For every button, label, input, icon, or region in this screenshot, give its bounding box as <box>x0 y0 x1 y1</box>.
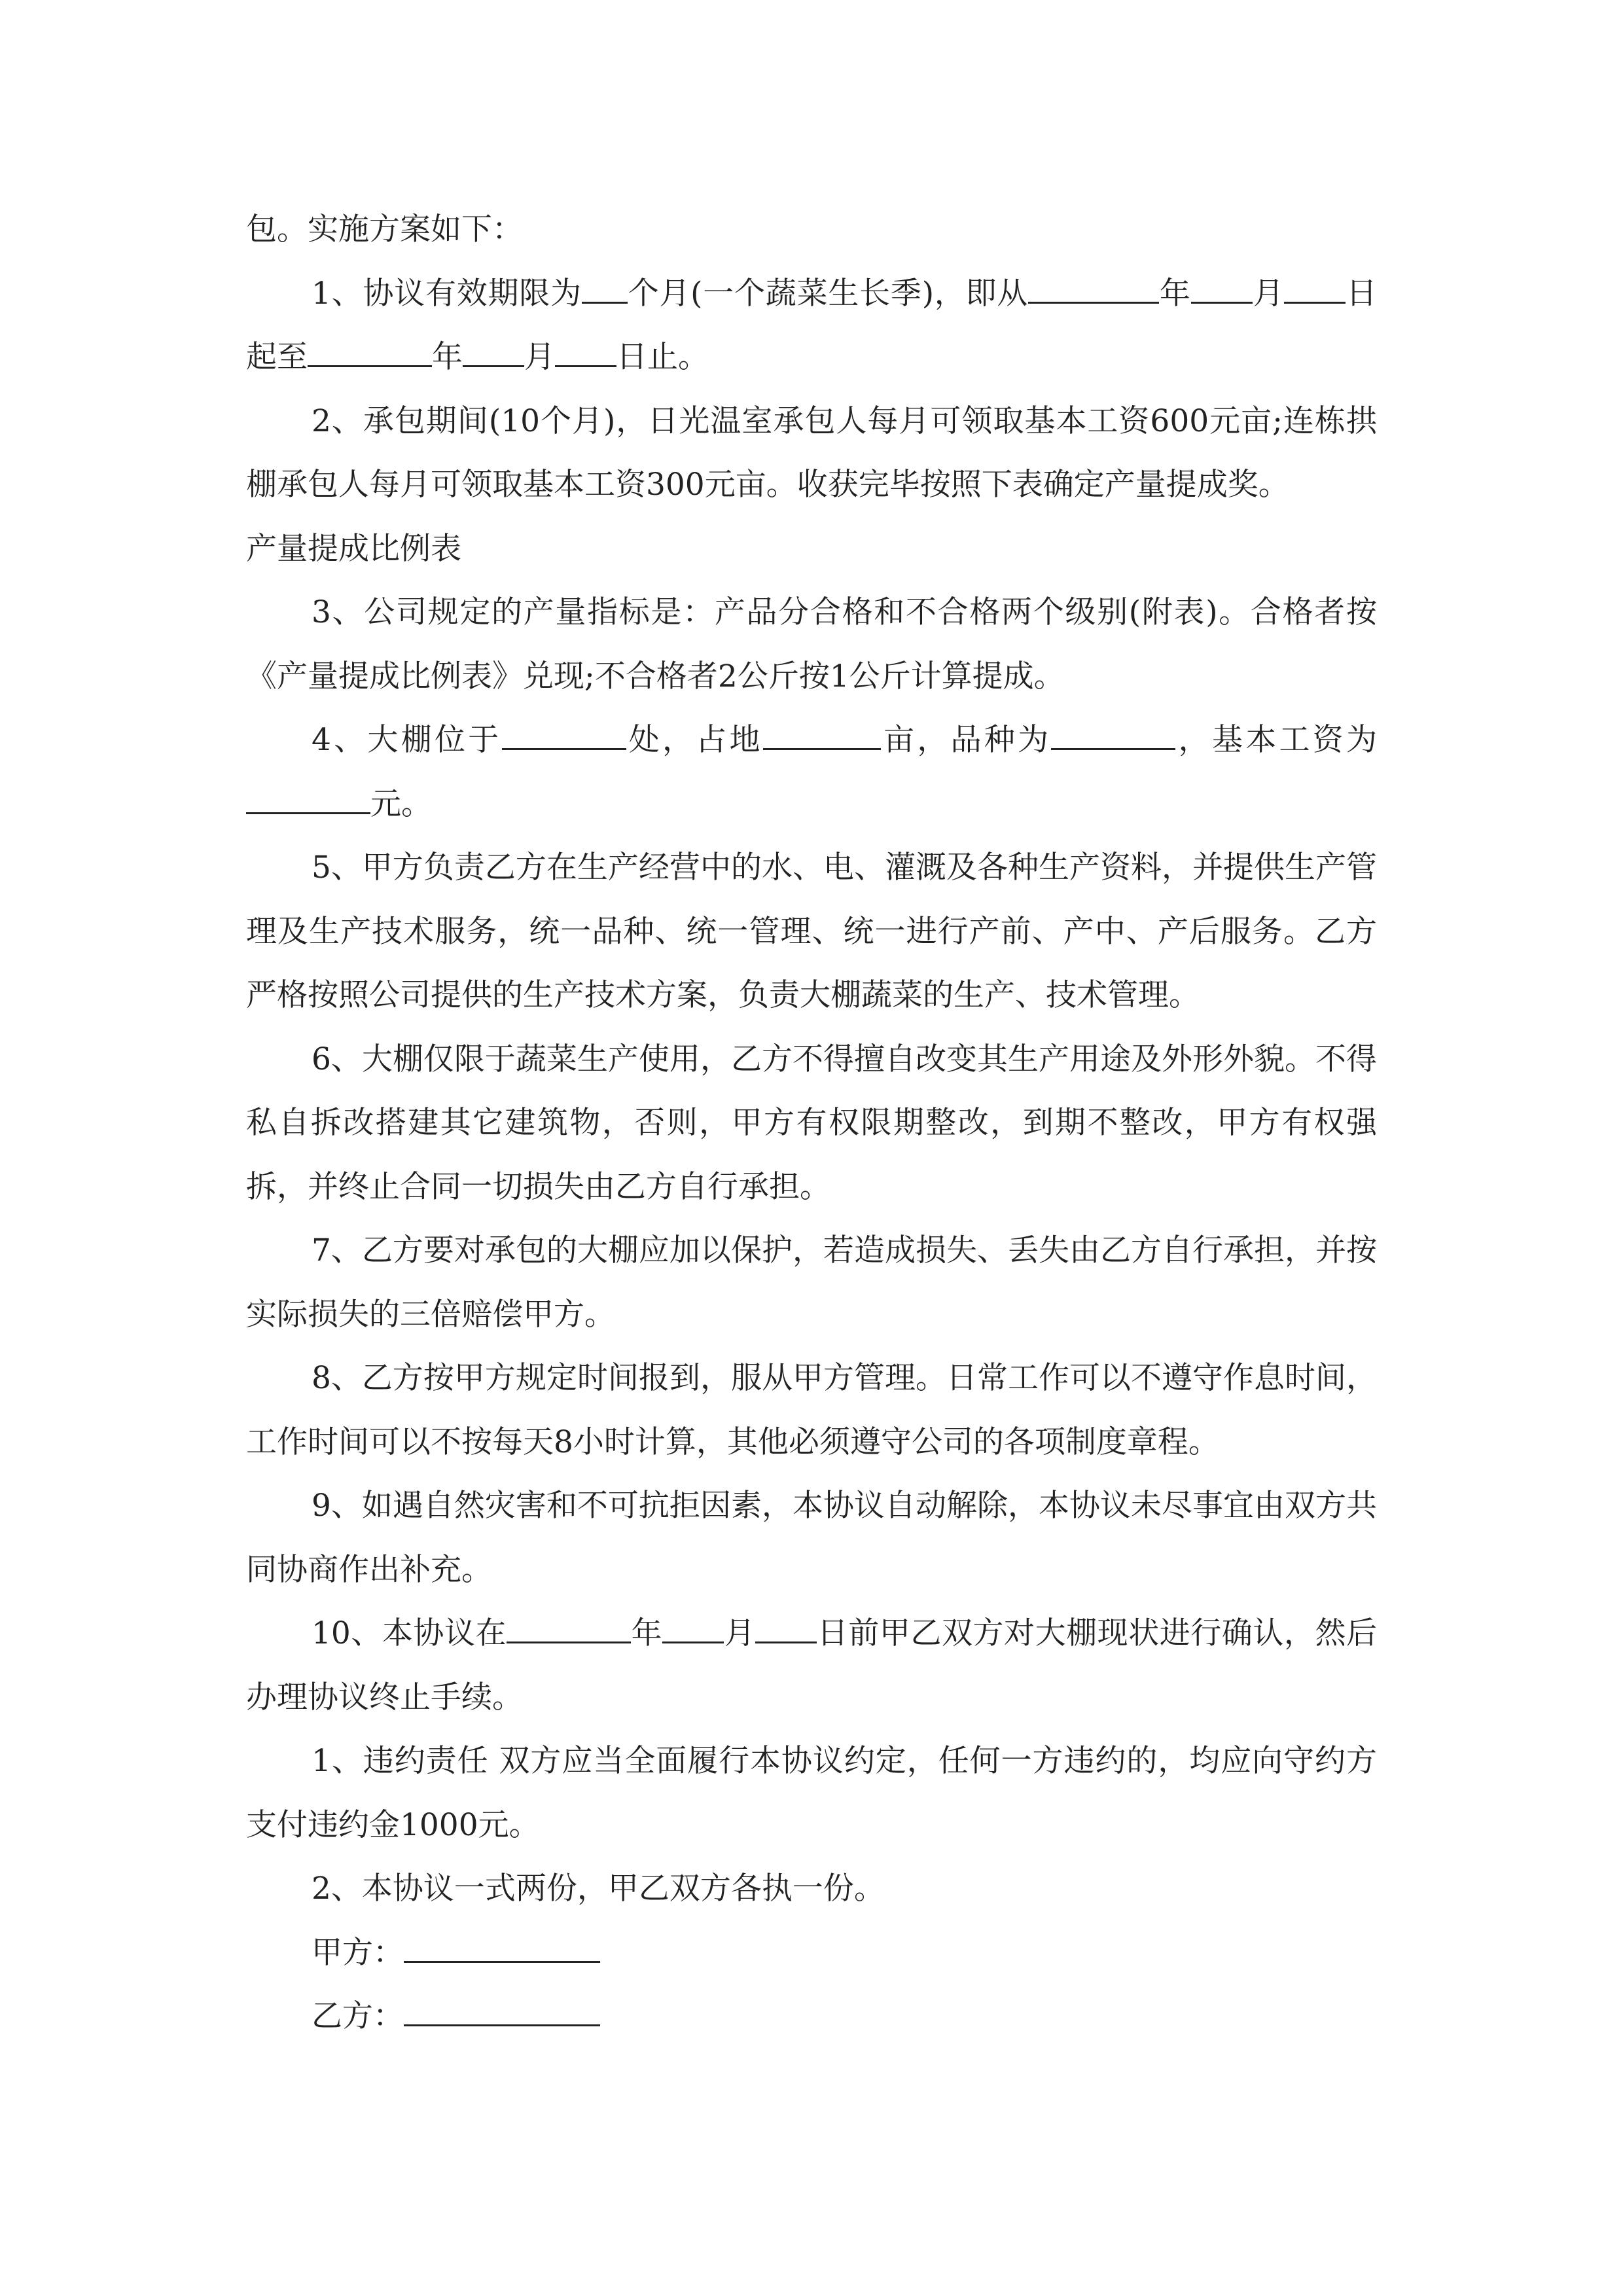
clause-5-party-a-duties: 5、甲方负责乙方在生产经营中的水、电、灌溉及各种生产资料，并提供生产管理及生产技术服务，统一品种、统一管理、统一进行产前、产中、产后服务。乙方严格按照公司提供的生产技术方案，负责大棚蔬菜的生产、技术管理。 <box>246 850 1377 1013</box>
breach-liability: 1、违约责任 双方应当全面履行本协议约定，任何一方违约的，均应向守约方支付违约金1000元。 <box>246 1743 1377 1843</box>
blank-base-wage[interactable] <box>246 780 370 814</box>
clause-8-working-hours: 8、乙方按甲方规定时间报到，服从甲方管理。日常工作可以不遵守作息时间，工作时间可以不按每天8小时计算，其他必须遵守公司的各项制度章程。 <box>246 1360 1377 1460</box>
clause-1-validity-period: 1、协议有效期限为 个月(一个蔬菜生长季)，即从 年 月 日起至 年 月 日止。 <box>246 262 1377 389</box>
blank-end-month[interactable] <box>463 333 524 367</box>
blank-confirm-year[interactable] <box>507 1609 631 1643</box>
blank-party-b[interactable] <box>404 1992 600 2026</box>
copies-clause: 2、本协议一式两份，甲乙双方各执一份。 <box>312 1871 885 1907</box>
paragraph-intro: 包。实施方案如下： <box>246 211 523 247</box>
party-b-signature: 乙方： <box>246 1984 1377 2049</box>
party-a-signature: 甲方： <box>246 1921 1377 1985</box>
blank-party-a[interactable] <box>404 1928 600 1962</box>
table-caption: 产量提成比例表 <box>246 530 461 567</box>
blank-start-month[interactable] <box>1191 269 1253 303</box>
blank-location[interactable] <box>502 716 626 750</box>
blank-months[interactable] <box>582 269 628 303</box>
blank-area[interactable] <box>763 716 881 750</box>
clause-3-output-targets: 3、公司规定的产量指标是：产品分合格和不合格两个级别(附表)。合格者按《产量提成比例表》兑现;不合格者2公斤按1公斤计算提成。 <box>246 594 1377 694</box>
clause-6-usage-restriction: 6、大棚仅限于蔬菜生产使用，乙方不得擅自改变其生产用途及外形外貌。不得私自拆改搭建其它建筑物，否则，甲方有权限期整改，到期不整改，甲方有权强拆，并终止合同一切损失由乙方自行承担。 <box>246 1041 1377 1205</box>
blank-confirm-month[interactable] <box>662 1609 724 1643</box>
blank-start-day[interactable] <box>1284 269 1346 303</box>
clause-9-force-majeure: 9、如遇自然灾害和不可抗拒因素，本协议自动解除，本协议未尽事宜由双方共同协商作出补充。 <box>246 1488 1377 1588</box>
clause-7-protection: 7、乙方要对承包的大棚应加以保护，若造成损失、丢失由乙方自行承担，并按实际损失的三倍赔偿甲方。 <box>246 1232 1377 1333</box>
clause-10-termination: 10、本协议在 年 月 日前甲乙双方对大棚现状进行确认，然后办理协议终止手续。 <box>246 1602 1377 1729</box>
blank-confirm-day[interactable] <box>755 1609 817 1643</box>
clause-2-wages: 2、承包期间(10个月)，日光温室承包人每月可领取基本工资600元亩;连栋拱棚承包人每月可领取基本工资300元亩。收获完毕按照下表确定产量提成奖。 <box>246 403 1377 503</box>
blank-end-day[interactable] <box>555 333 616 367</box>
blank-variety[interactable] <box>1051 716 1175 750</box>
blank-start-year[interactable] <box>1028 269 1159 303</box>
blank-end-year[interactable] <box>308 333 432 367</box>
document-body <box>246 198 1377 2049</box>
clause-4-greenhouse-info: 4、大棚位于 处，占地 亩，品种为 ，基本工资为元。 <box>246 708 1377 836</box>
